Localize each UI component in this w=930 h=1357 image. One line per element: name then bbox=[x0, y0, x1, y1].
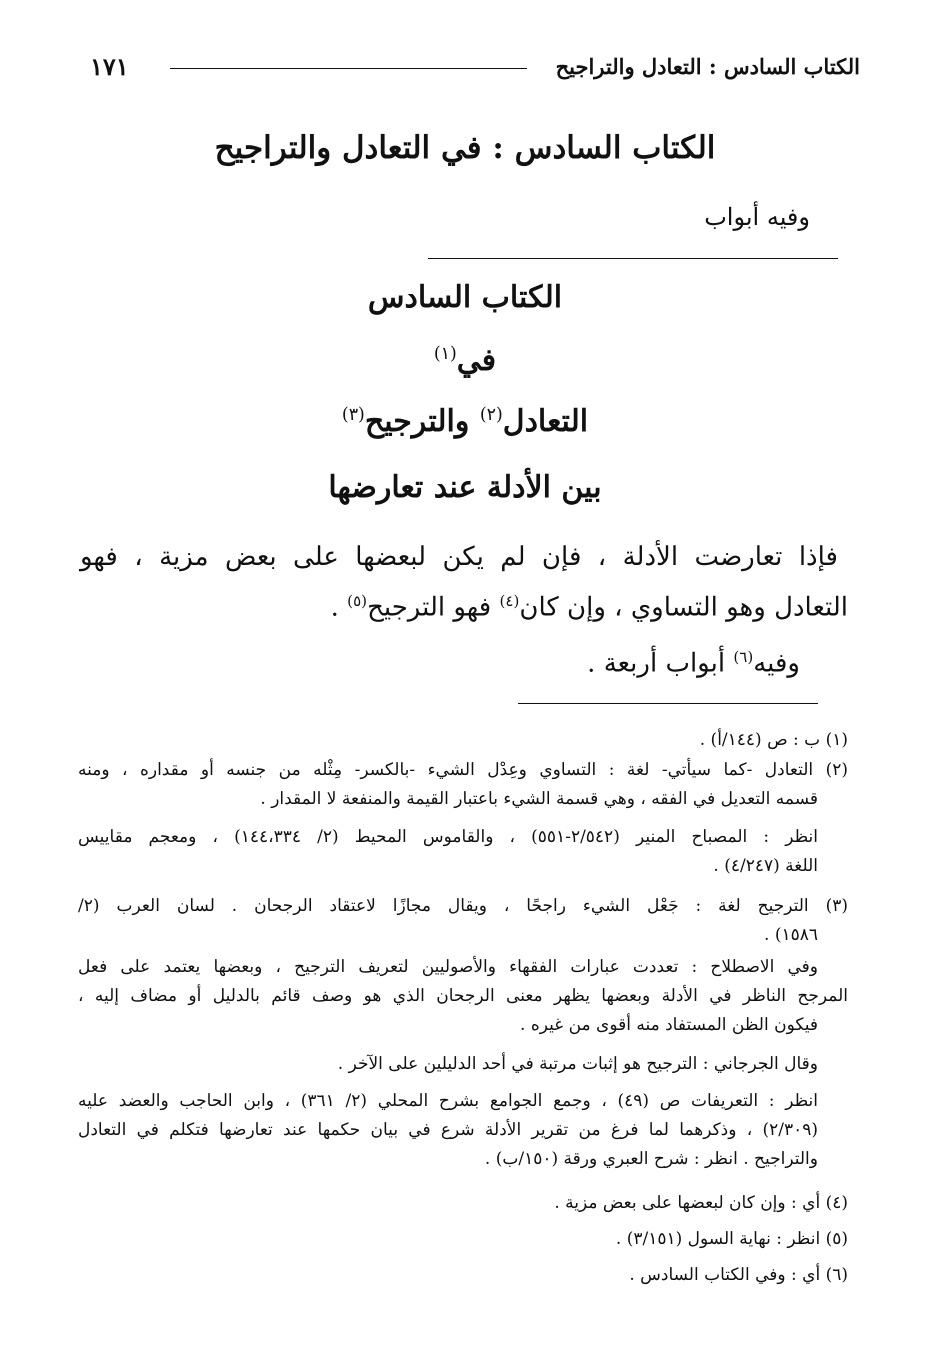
footnote-ref-5: (٥) bbox=[347, 592, 368, 610]
footnote-5: (٥) انظر : نهاية السول (٣/١٥١) . bbox=[615, 1229, 848, 1249]
footnote-3-line-2: ١٥٨٦) . bbox=[764, 925, 818, 945]
section-title-tarjih: والترجيح bbox=[364, 404, 470, 439]
body-line-2-text-a: التعادل وهو التساوي ، وإن كان bbox=[519, 592, 848, 623]
section-title-line3 bbox=[100, 404, 830, 439]
section-title-line2 bbox=[100, 343, 830, 378]
section-title-line1: الكتاب السادس bbox=[367, 280, 563, 315]
footnote-ref-1: (١) bbox=[433, 344, 457, 364]
body-line-3-text-a: وفيه bbox=[753, 648, 800, 679]
section-title-line4: بين الأدلة عند تعارضها bbox=[328, 470, 602, 505]
footnote-divider bbox=[518, 703, 818, 704]
footnote-2-line-4: اللغة (٤/٢٤٧) . bbox=[713, 856, 818, 876]
running-title: الكتاب السادس : التعادل والتراجيح bbox=[555, 54, 860, 79]
header-rule bbox=[170, 68, 527, 69]
body-line-2-text-b: فهو الترجيح bbox=[367, 592, 500, 623]
chapter-intro: وفيه أبواب bbox=[704, 203, 810, 231]
running-header bbox=[90, 52, 860, 92]
section-title-taadul: التعادل bbox=[502, 404, 589, 439]
footnote-2-line-1: (٢) التعادل -كما سيأتي- لغة : التساوي وعِدْل الشيء -بالكسر- مِثْله من جنسه أو مقداره ، ومنه bbox=[78, 760, 848, 780]
footnote-2-line-2: قسمه التعديل في الفقه ، وهي قسمة الشيء باعتبار القيمة والمنفعة لا المقدار . bbox=[260, 789, 818, 809]
page-number: ١٧١ bbox=[90, 52, 129, 81]
footnote-3-line-5: فيكون الظن المستفاد منه أقوى من غيره . bbox=[520, 1015, 818, 1035]
section-title-fi: في bbox=[456, 343, 497, 378]
footnote-1: (١) ب : ص (١٤٤/أ) . bbox=[699, 730, 848, 750]
chapter-title: الكتاب السادس : في التعادل والتراجيح bbox=[214, 130, 716, 166]
footnote-3-line-3: وفي الاصطلاح : تعددت عبارات الفقهاء والأصوليين لتعريف الترجيح ، وبعضها يعتمد على فعل bbox=[78, 957, 818, 977]
footnote-ref-6: (٦) bbox=[733, 648, 754, 666]
body-line-1: فإذا تعارضت الأدلة ، فإن لم يكن لبعضها على بعض مزية ، فهو bbox=[80, 542, 838, 572]
footnote-4: (٤) أي : وإن كان لبعضها على بعض مزية . bbox=[554, 1193, 848, 1213]
footnote-ref-2: (٢) bbox=[479, 405, 503, 425]
footnote-3-line-1: (٣) الترجيح لغة : جَعْل الشيء راجحًا ، ويقال مجازًا لاعتقاد الرجحان . لسان العرب (٢/ bbox=[78, 896, 848, 916]
footnote-6: (٦) أي : وفي الكتاب السادس . bbox=[629, 1265, 848, 1285]
body-line-2-text-c: . bbox=[330, 592, 348, 623]
body-line-3 bbox=[587, 648, 800, 679]
title-divider bbox=[428, 258, 838, 259]
footnote-2-line-3: انظر : المصباح المنير (٢/٥٤٢-٥٥١) ، والقاموس المحيط (٢/ ١٤٤،٣٣٤) ، ومعجم مقاييس bbox=[78, 827, 818, 847]
footnote-3-line-7: انظر : التعريفات ص (٤٩) ، وجمع الجوامع بشرح المحلي (٢/ ٣٦١) ، وابن الحاجب والعضد عليه bbox=[78, 1091, 818, 1111]
footnote-3-line-8: (٢/٣٠٩) ، وذكرهما لما فرغ من تقرير الأدلة شرع في بيان حكمها عند تعارضها فتكلم في التعادل bbox=[78, 1120, 818, 1140]
footnote-ref-4: (٤) bbox=[499, 592, 520, 610]
body-line-3-text-b: أبواب أربعة . bbox=[587, 648, 734, 679]
footnote-ref-3: (٣) bbox=[341, 405, 365, 425]
footnote-3-line-9: والتراجيح . انظر : شرح العبري ورقة (١٥٠/ب) . bbox=[484, 1149, 818, 1169]
body-line-2 bbox=[331, 592, 848, 623]
footnote-3-line-4: المرجح الناظر في الأدلة وبعضها يظهر معنى الرجحان الذي هو وصف قائم بالدليل أو مضاف إليه ، bbox=[78, 986, 848, 1006]
footnote-3-line-6: وقال الجرجاني : الترجيح هو إثبات مرتبة في أحد الدليلين على الآخر . bbox=[337, 1054, 818, 1074]
